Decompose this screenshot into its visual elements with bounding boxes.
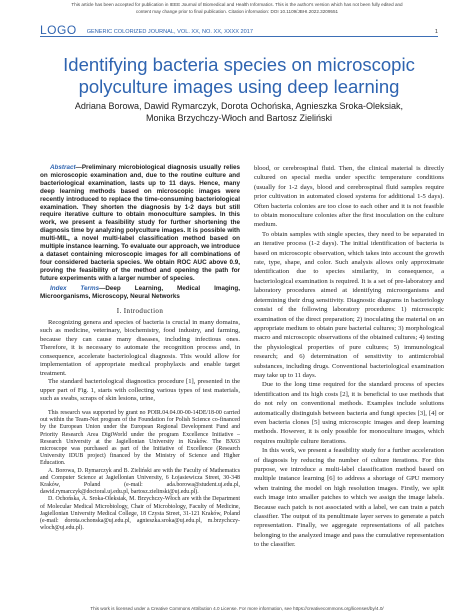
left-column <box>40 164 240 601</box>
banner-line-1: This article has been accepted for publication in IEEE Journal of Biomedical and Health Informatics. This is the author's version which has not been fully edited and <box>71 2 403 7</box>
journal-logo: LOGO <box>40 23 77 37</box>
right-paragraph-4: In this work, we present a feasibility study for a further acceleration of diagnosis by reducing the number of culture iterations. For this purpose, we introduce a multi-label classification method based on multiple instance learning [6] to address a shortage of GPU memory when training the model on high resolution images. Firstly, we split each image into smaller patches to which we assign the image labels. Because each patch is not associated with a label, we can train a patch classifier. The output of its penultimate layer serves to generate a patch representation. Finally, we aggregate representations of all patches belonging to the analyzed image and pass the cumulative representation to the classifier. <box>254 447 444 549</box>
index-terms-text: —Deep Learning, Medical Imaging, Microorganisms, Microscopy, Neural Networks <box>40 284 240 300</box>
footnote-funding: This research was supported by grant no POIR.04.04.00-00-14DE/18-00 carried out within the Team-Net program of the Foundation for Polish Science co-financed by the European Union under the European Regional Development Fund and Priority Research Area DigiWorld under the program Excellence Initiative – Research University at the Jagiellonian University in Kraków. The BX63 microscope was purchased as part of the Initiative of Excellence (Research University IDUB project) financed by the Ministry of Science and Higher Education. <box>40 409 240 467</box>
footnotes <box>40 410 240 532</box>
publication-banner <box>0 0 474 22</box>
author-list <box>40 100 438 124</box>
banner-line-2: content may change prior to final publication. Citation information: DOI 10.1109/JBHI.2022.3209551 <box>135 8 339 14</box>
right-paragraph-2: To obtain samples with single species, they need to be separated in an iterative process (1-2 days). The initial identification of bacteria is based on microscopic observation, which takes into account the growth rate, type, shape, and color. Such analysis allows only approximate identification due to species similarity, in consequence, a bacteriological examination is required. It is a set of pre-laboratory and laboratory procedures aimed at identifying microorganisms and determining their drug sensitivity. Diagnostic diagrams in bacteriology consist of the following laboratory procedures: 1) microscopic examination of the direct preparation; 2) inoculating the material on an appropriate medium to obtain pure bacterial cultures; 3) morphological macro and microscopic observations of the obtained cultures; 4) testing the physiological properties of pure cultures; 5) immunological research; and 6) determination of sensitivity to antimicrobial substances, including drugs. Conventional bacteriological examination may take up to 11 days. <box>254 230 444 379</box>
journal-header <box>40 22 438 37</box>
abstract-lead: Abstract <box>50 164 76 171</box>
right-column <box>254 164 444 601</box>
abstract <box>40 164 240 283</box>
section-heading-introduction: I. Introduction <box>116 307 164 316</box>
authors-line-2: Monika Brzychczy-Włoch and Bartosz Zieliński <box>145 113 333 123</box>
journal-name: GENERIC COLORIZED JOURNAL, VOL. XX, NO. XX, XXXX 2017 <box>86 29 253 35</box>
paper-title: Identifying bacteria species on microscopic polyculture images using deep learning <box>63 54 415 97</box>
index-terms-lead: Index Terms <box>50 284 100 292</box>
authors-line-1: Adriana Borowa, Dawid Rymarczyk, Dorota Ochońska, Agnieszka Sroka-Oleksiak, <box>74 101 404 111</box>
right-paragraph-1: blood, or cerebrospinal fluid. Then, the clinical material is directly cultured on special media under specific temperature conditions (usually for 1-2 days, blood and cerebrospinal fluid samples require prior cultivation in automated closed systems for additional 1-5 days). Often bacteria colonies are too close to each other and it is not feasible to obtain monoculture colonies after the first inoculation on the culture medium. <box>254 165 444 229</box>
license-footer: This work is licensed under a Creative Commons Attribution 4.0 License. For more information, see https://creativecommons.org/licenses/by/4.0/ <box>90 606 384 611</box>
footnote-affiliation-2: D. Ochońska, A. Sroka-Oleksiak, M. Brzychczy-Włoch are with the Department of Molecular Medical Microbiology, Chair of Microbiology, Faculty of Medicine, Jagiellonian University Medical College, 18 Czysta Street, 31-121 Kraków, Poland (e-mail: dorota.ochonska@uj.edu.pl, agnieszka.sroka@uj.edu.pl, m.brzychczy-wloch@uj.edu.pl). <box>40 496 240 532</box>
abstract-text: —Preliminary microbiological diagnosis usually relies on microscopic examination and, due to the routine culture and bacteriological examination, lasts up to 11 days. Hence, many deep learning methods based on microscopic images were recently introduced to replace the time-consuming bacteriological examination. They shorten the diagnosis by 1-2 days but still require iterative culture to obtain monoculture samples. In this work, we present a feasibility study for further shortening the diagnosis time by analyzing polyculture images. It is possible with multi-MIL, a novel multi-label classification method based on multiple instance learning. To evaluate our approach, we introduce a dataset containing microscopic images for all combinations of four considered bacteria species. We obtain ROC AUC above 0.9, proving the feasibility of the method and opening the path for future experiments with a larger number of species. <box>40 164 240 282</box>
intro-paragraph-1: Recognizing genera and species of bacteria is crucial in many domains, such as medicine, veterinary, biochemistry, food industry, and farming, because they can cause many diseases, including infectious ones. Therefore, it is necessary to automate the recognition process and, in consequence, accelerate bacteriological diagnosis. This would allow for implementation of appropriate medical prophylaxis and enable target treatment. <box>40 318 240 377</box>
page-number: 1 <box>434 29 438 35</box>
right-paragraph-3: Due to the long time required for the standard process of species identification and its high costs [2], it is beneficial to use methods that do not rely on conventional methods. Examples include solutions automatically distinguish between bacteria and fungi species [3], [4] or even bacteria clones [5] using microscopic images and deep learning methods. However, it is only possible for monoculture images, which requires multiple culture iterations. <box>254 381 444 445</box>
intro-paragraph-2: The standard bacteriological diagnostics procedure [1], presented in the upper part of Fig. 1, starts with collecting various types of test materials, such as swabs, scraps of skin lesions, urine, <box>40 378 240 403</box>
index-terms <box>40 285 240 301</box>
footnote-affiliation-1: A. Borowa, D. Rymarczyk and B. Zieliński are with the Faculty of Mathematics and Computer Science at Jagiellonian University, 6 Łojasiewicza Street, 30-348 Kraków, Poland (e-mail: ada.borowa@student.uj.edu.pl, dawid.rymarczyk@doctoral.uj.edu.pl, bartosz.zielinski@uj.edu.pl). <box>40 467 240 496</box>
